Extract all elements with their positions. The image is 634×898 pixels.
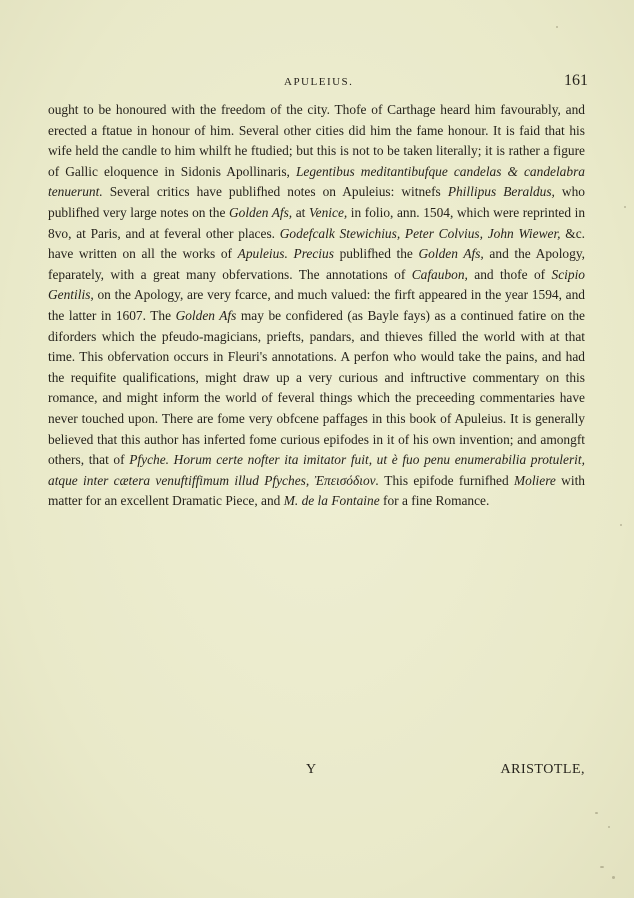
paper-speck <box>595 812 598 814</box>
text-run: &c. have written on all the works of <box>48 225 585 262</box>
text-run: who publifhed very large notes on the <box>48 184 585 220</box>
name-italic: Phillipus Beraldus, <box>447 184 555 200</box>
name-italic: Scipio Gentilis, <box>48 266 585 303</box>
name-italic: Apuleius. <box>237 246 288 262</box>
paper-speck <box>556 26 558 28</box>
title-italic: Golden Afs, <box>418 246 484 262</box>
text-run: and the Apology, feparately, with a great many obfervations. The annotations of <box>48 246 585 282</box>
name-italic: M. de la Fontaine <box>283 493 380 509</box>
title-italic: Golden Afs <box>175 307 237 323</box>
place-italic: Venice, <box>308 204 348 220</box>
catchword: ARISTOTLE, <box>500 762 585 777</box>
page-footer <box>48 762 585 782</box>
text-run: for a fine Romance. <box>379 493 490 509</box>
text-run: at <box>292 204 309 220</box>
paper-speck <box>620 524 622 526</box>
greek-word: Ἐπεισόδιον. <box>314 472 379 488</box>
running-head <box>48 72 588 96</box>
paper-speck <box>600 866 604 868</box>
text-run: and thofe of <box>467 266 552 282</box>
paper-speck <box>624 206 626 208</box>
running-title: APULEIUS. <box>284 76 354 88</box>
text-run: may be confidered (as Bayle fays) as a continued fatire on the diforders which the pfeudo-magicians, priefts, pandars, and thieves filled the world with at that time. This obfervation occurs in Fleuri's annotations. A perfon who would take the pains, and had the requifite qualifications, might draw up a very curious and inftructive commentary on this romance, and might inform the world of feveral things which the preceeding commentaries have never touched upon. There are fome very obfcene paffages in this book of Apuleius. It is generally believed that this author has inferted fome curious epifodes in it of his own invention; and amongft others, that of <box>48 307 585 468</box>
text-run: in folio, ann. 1504, which were reprinted in 8vo, at Paris, and at feveral other places. <box>48 204 586 241</box>
name-italic: Cafaubon, <box>411 266 468 282</box>
title-italic: Golden Afs, <box>228 204 293 220</box>
text-run: This epifode furnifhed <box>378 472 514 488</box>
page-number: 161 <box>564 72 588 89</box>
name-italic: Pfyche. <box>129 452 170 468</box>
text-run: ought to be honoured with the freedom of the city. Thofe of Carthage heard him favourably, and erected a ftatue in honour of him. Several other cities did him the fame honour. It is faid that his wife held the candle to him whilft he ftudied; but this is not to be taken literally; it is rather a figure of Gallic eloquence in Sidonis Apollinaris, <box>48 102 585 179</box>
paper-speck <box>612 876 615 879</box>
signature-mark: Y <box>306 762 317 777</box>
latin-quote: Horum certe nofter ita imitator fuit, ut è fuo penu enumerabilia protulerit, atque inter cætera venuftiffimum illud Pfyches, <box>48 452 585 488</box>
paragraph <box>48 100 585 512</box>
name-italic: Precius <box>293 246 334 262</box>
text-run: with matter for an excellent Dramatic Piece, and <box>48 472 585 509</box>
text-run: Several critics have publifhed notes on Apuleius: witnefs <box>102 184 448 200</box>
name-italic: Moliere <box>513 472 556 488</box>
names-italic: Godefcalk Stewichius, Peter Colvius, John Wiewer, <box>279 225 561 241</box>
paper-speck <box>608 826 610 828</box>
text-run: publifhed the <box>333 246 419 262</box>
body-text <box>48 100 585 512</box>
latin-quote: Legentibus meditantibufque candelas & candelabra tenuerunt. <box>48 163 585 200</box>
text-run: on the Apology, are very fcarce, and much valued: the firft appeared in the year 1594, and the latter in 1607. The <box>48 287 585 323</box>
